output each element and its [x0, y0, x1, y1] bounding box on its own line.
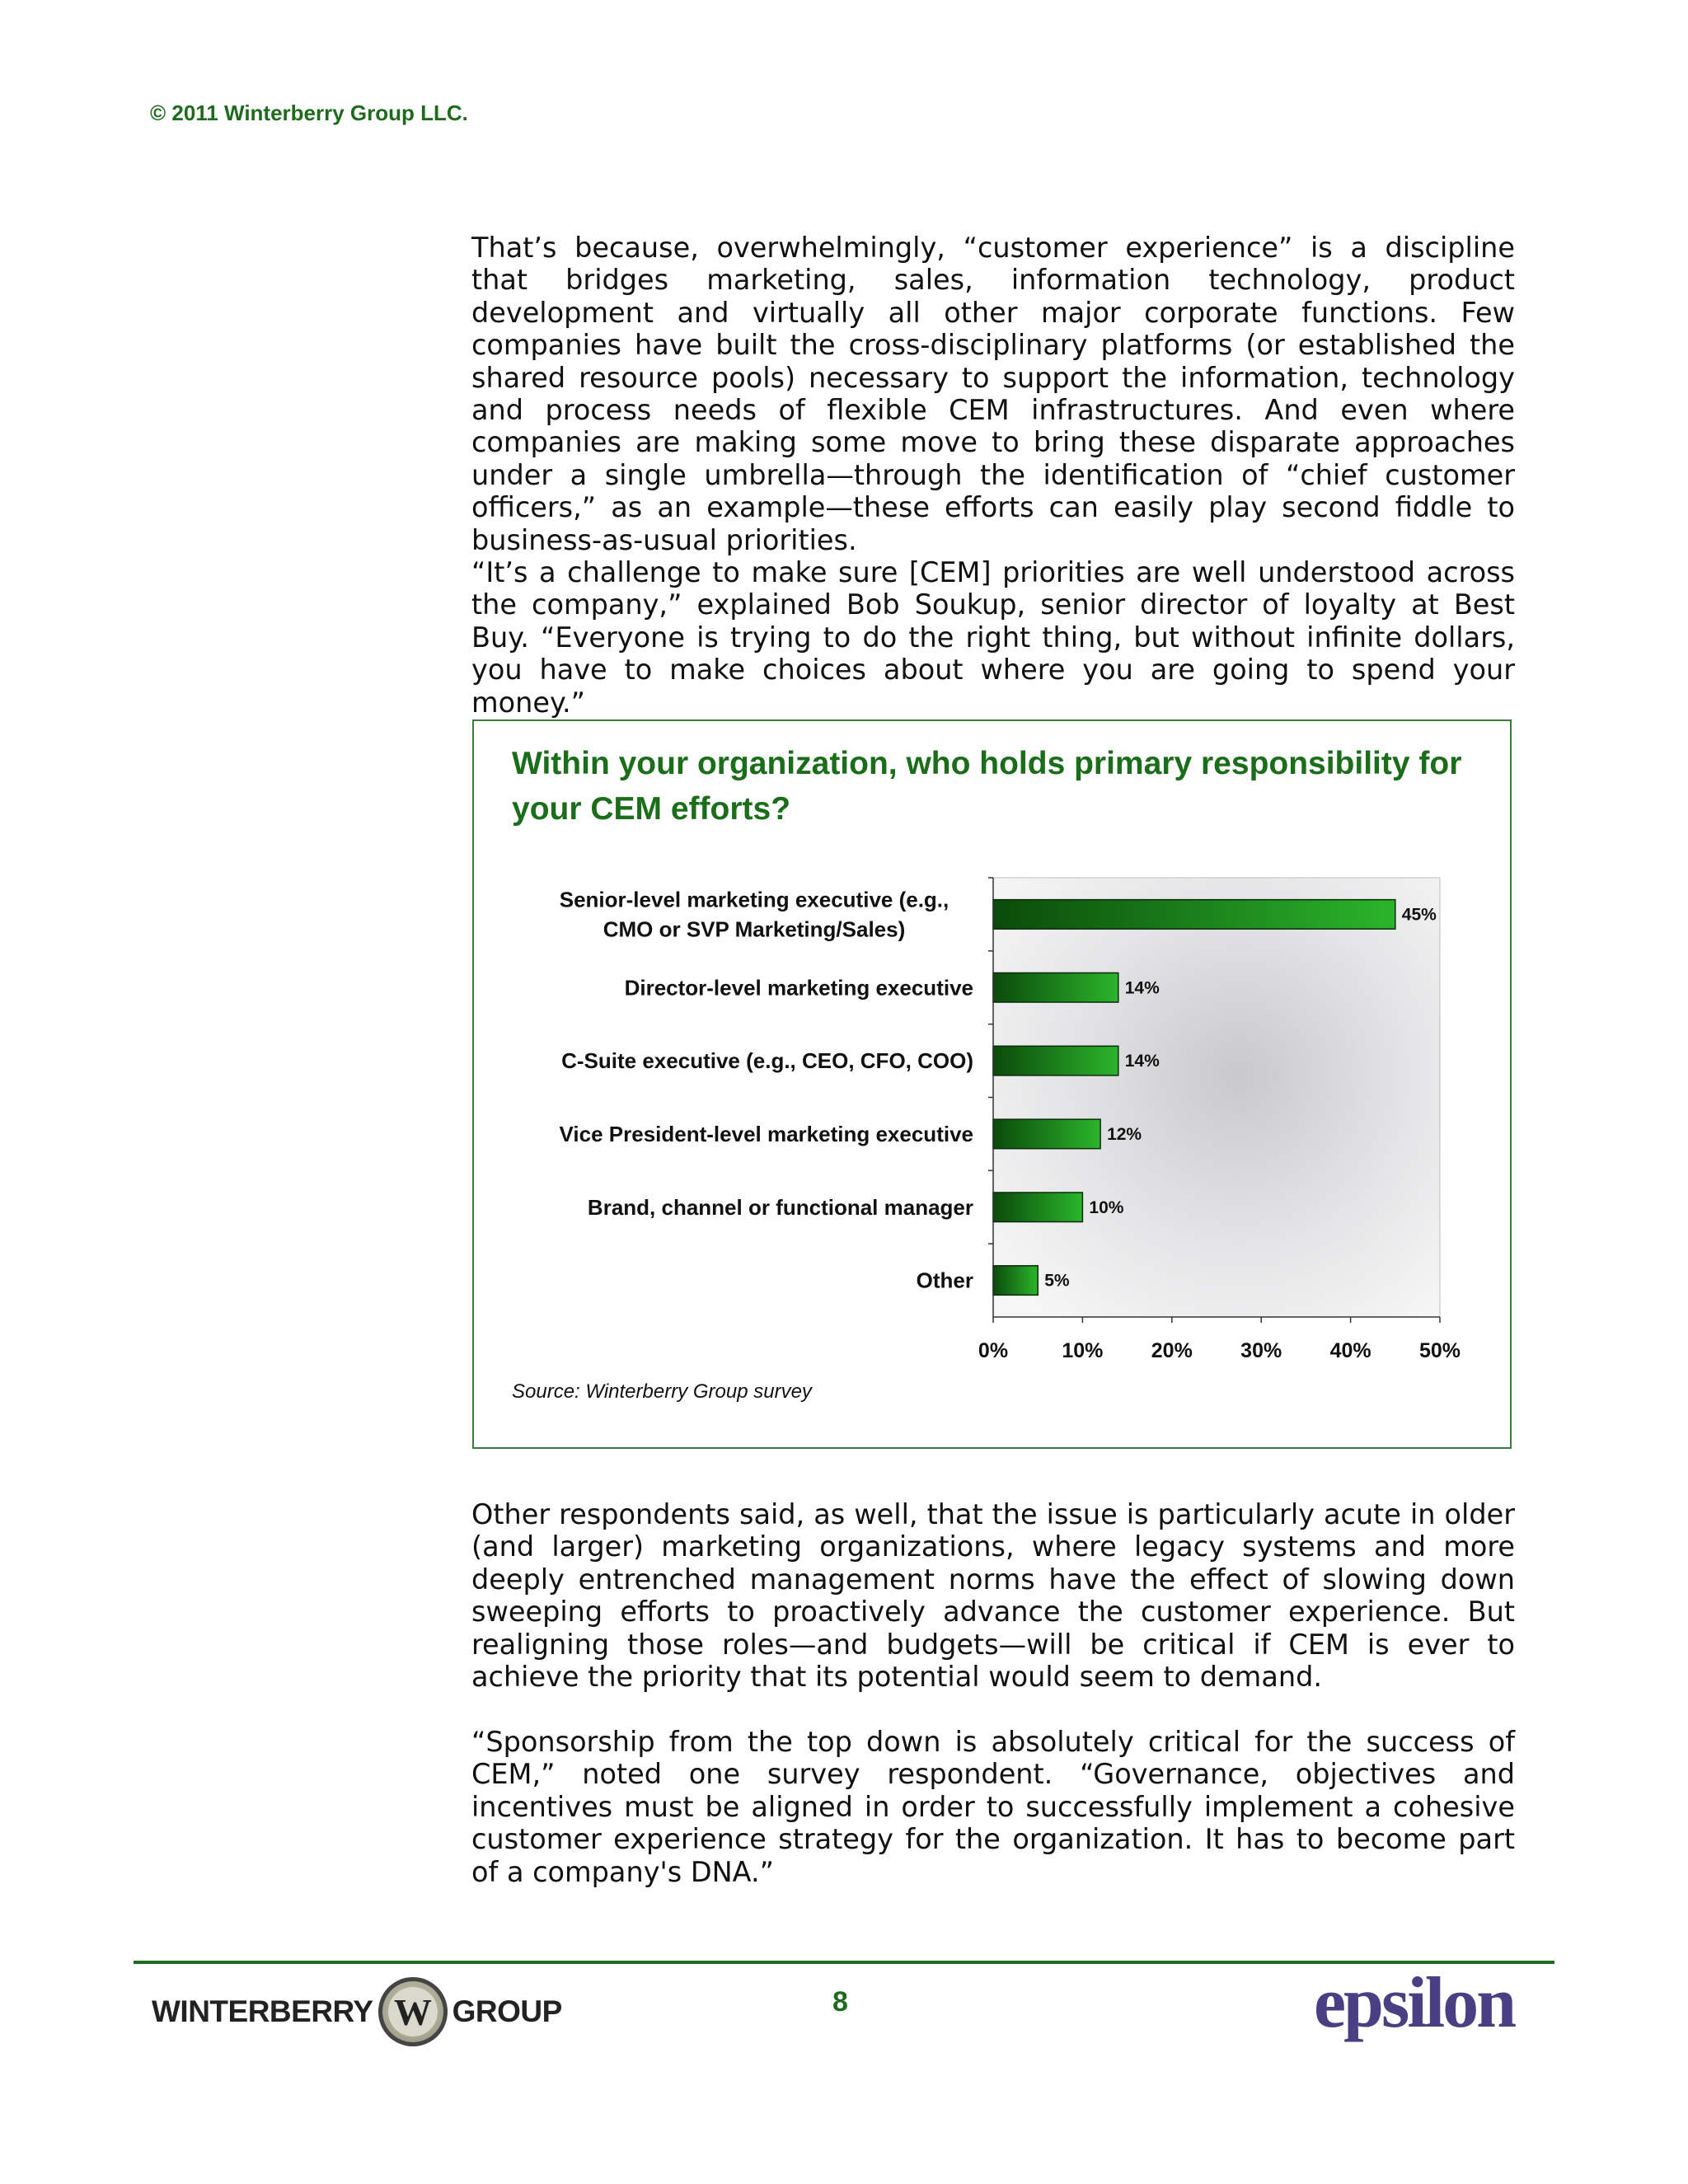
w-badge-icon — [378, 1977, 448, 2046]
chart-bar — [993, 1193, 1082, 1222]
logo-word: GROUP — [452, 1994, 562, 2028]
chart-bar — [993, 972, 1118, 1002]
bar-value-label: 14% — [1124, 978, 1160, 998]
chart-title: Within your organization, who holds primary responsibility for your CEM efforts? — [512, 746, 1462, 827]
chart-bar — [993, 1266, 1038, 1296]
epsilon-logo: epsilon — [1314, 1963, 1515, 2043]
chart-bar — [993, 900, 1395, 930]
x-tick-label: 10% — [1062, 1339, 1104, 1362]
category-label: C-Suite executive (e.g., CEO, CFO, COO) — [561, 1048, 973, 1074]
x-tick-label: 30% — [1240, 1339, 1282, 1362]
chart-panel — [472, 719, 1512, 1449]
x-tick-label: 50% — [1418, 1339, 1461, 1362]
x-tick-label: 0% — [978, 1339, 1009, 1362]
body-paragraph: That’s because, overwhelmingly, “customer experience” is a discipline that bridges marketing, sales, information technology, product development and virtually all other major corporate functions. Few companies have built the cross-disciplinary platforms (or established the shared resource pools) necessary to support the information, technology and process needs of flexible CEM infrastructures. And even where companies are making some move to bring these disparate approaches under a single umbrella—through the identification of “chief customer officers,” as an example—these efforts can easily play second fiddle to business-as-usual priorities. — [471, 232, 1515, 556]
bar-chart — [474, 721, 1510, 1447]
category-label: Director-level marketing executive — [624, 975, 973, 1001]
category-label: Other — [916, 1268, 973, 1293]
plot-area — [993, 878, 1440, 1317]
badge-letter: W — [388, 1987, 438, 2036]
category-label: Brand, channel or functional manager — [587, 1194, 973, 1220]
chart-bar — [993, 1046, 1118, 1076]
bar-value-label: 12% — [1107, 1124, 1142, 1144]
logo-word: WINTERBERRY — [152, 1994, 373, 2028]
bar-value-label: 5% — [1044, 1271, 1070, 1291]
category-label: Senior-level marketing executive (e.g., — [559, 887, 950, 912]
chart-source: Source: Winterberry Group survey — [512, 1380, 812, 1403]
winterberry-logo — [152, 1975, 562, 2049]
x-tick-label: 20% — [1151, 1339, 1193, 1362]
copyright-notice: © 2011 Winterberry Group LLC. — [150, 101, 468, 125]
category-label: Vice President-level marketing executive — [559, 1121, 973, 1146]
chart-bar — [993, 1119, 1100, 1149]
body-paragraph: “Sponsorship from the top down is absolutely critical for the success of CEM,” noted one survey respondent. “Governance, objectives and incentives must be aligned in order to successfully implement a cohesive customer experience strategy for the organization. It has to become part of a company's DNA.” — [471, 1726, 1515, 1888]
bar-value-label: 10% — [1089, 1197, 1124, 1217]
body-paragraph: Other respondents said, as well, that the issue is particularly acute in older (and larger) marketing organizations, where legacy systems and more deeply entrenched management norms have the effect of slowing down sweeping efforts to proactively advance the customer experience. But realigning those roles—and budgets—will be critical if CEM is ever to achieve the priority that its potential would seem to demand. — [471, 1498, 1515, 1694]
category-label: CMO or SVP Marketing/Sales) — [603, 916, 906, 942]
page-number: 8 — [832, 1986, 848, 2018]
bar-value-label: 45% — [1401, 905, 1437, 925]
bar-value-label: 14% — [1124, 1052, 1160, 1071]
x-tick-label: 40% — [1329, 1339, 1372, 1362]
body-paragraph: “It’s a challenge to make sure [CEM] priorities are well understood across the company,” explained Bob Soukup, senior director of loyalty at Best Buy. “Everyone is trying to do the right thing, but without infinite dollars, you have to make choices about where you are going to spend your money.” — [471, 556, 1515, 719]
